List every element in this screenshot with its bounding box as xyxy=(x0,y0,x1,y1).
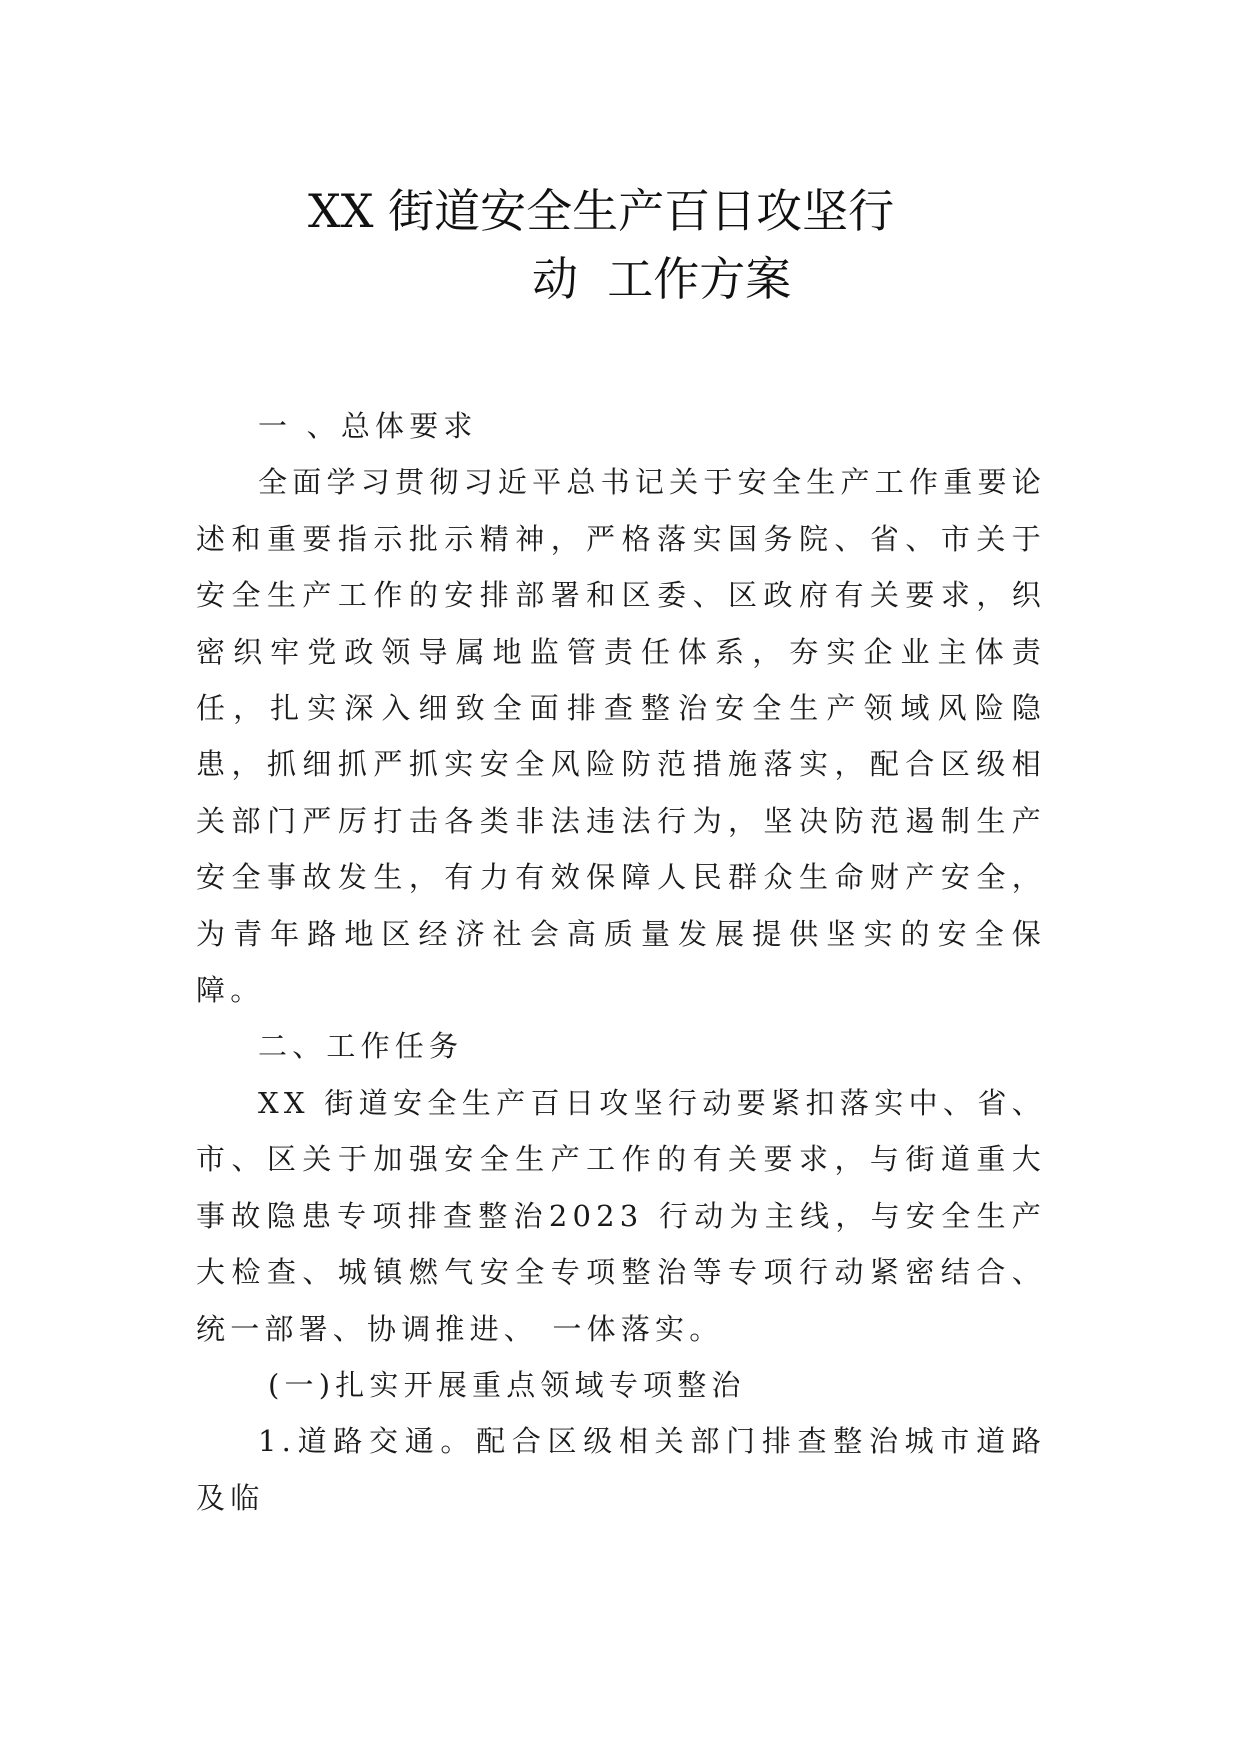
paragraph-road-traffic: 1.道路交通。配合区级相关部门排查整治城市道路及临 xyxy=(196,1424,1046,1515)
title-prefix: XX xyxy=(308,184,374,238)
section-heading-general-requirements: 一 、总体要求 xyxy=(258,409,478,443)
document-body xyxy=(196,398,1046,1526)
subsection-heading-key-areas: (一)扎实开展重点领域专项整治 xyxy=(268,1367,746,1402)
title-line-1-text: 街道安全生产百日攻坚行 xyxy=(388,184,895,238)
title-line-2: 动 工作方案 xyxy=(532,252,792,306)
title-line-1 xyxy=(308,178,894,244)
paragraph-work-tasks: XX 街道安全生产百日攻坚行动要紧扣落实中、省、市、区关于加强安全生产工作的有关要求，与街道重大事故隐患专项排查整治2023 行动为主线，与安全生产大检查、城镇燃气安全专项整治等专项行动紧密结合、统一部署、协调推进、 一体落实。 xyxy=(196,1085,1046,1346)
paragraph-general-requirements: 全面学习贯彻习近平总书记关于安全生产工作重要论述和重要指示批示精神，严格落实国务院、省、市关于安全生产工作的安排部署和区委、区政府有关要求，织密织牢党政领导属地监管责任体系，夯实企业主体责任，扎实深入细致全面排查整治安全生产领域风险隐患，抓细抓严抓实安全风险防范措施落实，配合区级相关部门严厉打击各类非法违法行为，坚决防范遏制生产安全事故发生，有力有效保障人民群众生命财产安全，为青年路地区经济社会高质量发展提供坚实的安全保障。 xyxy=(196,465,1046,1008)
section-heading-work-tasks: 二、工作任务 xyxy=(258,1029,464,1064)
